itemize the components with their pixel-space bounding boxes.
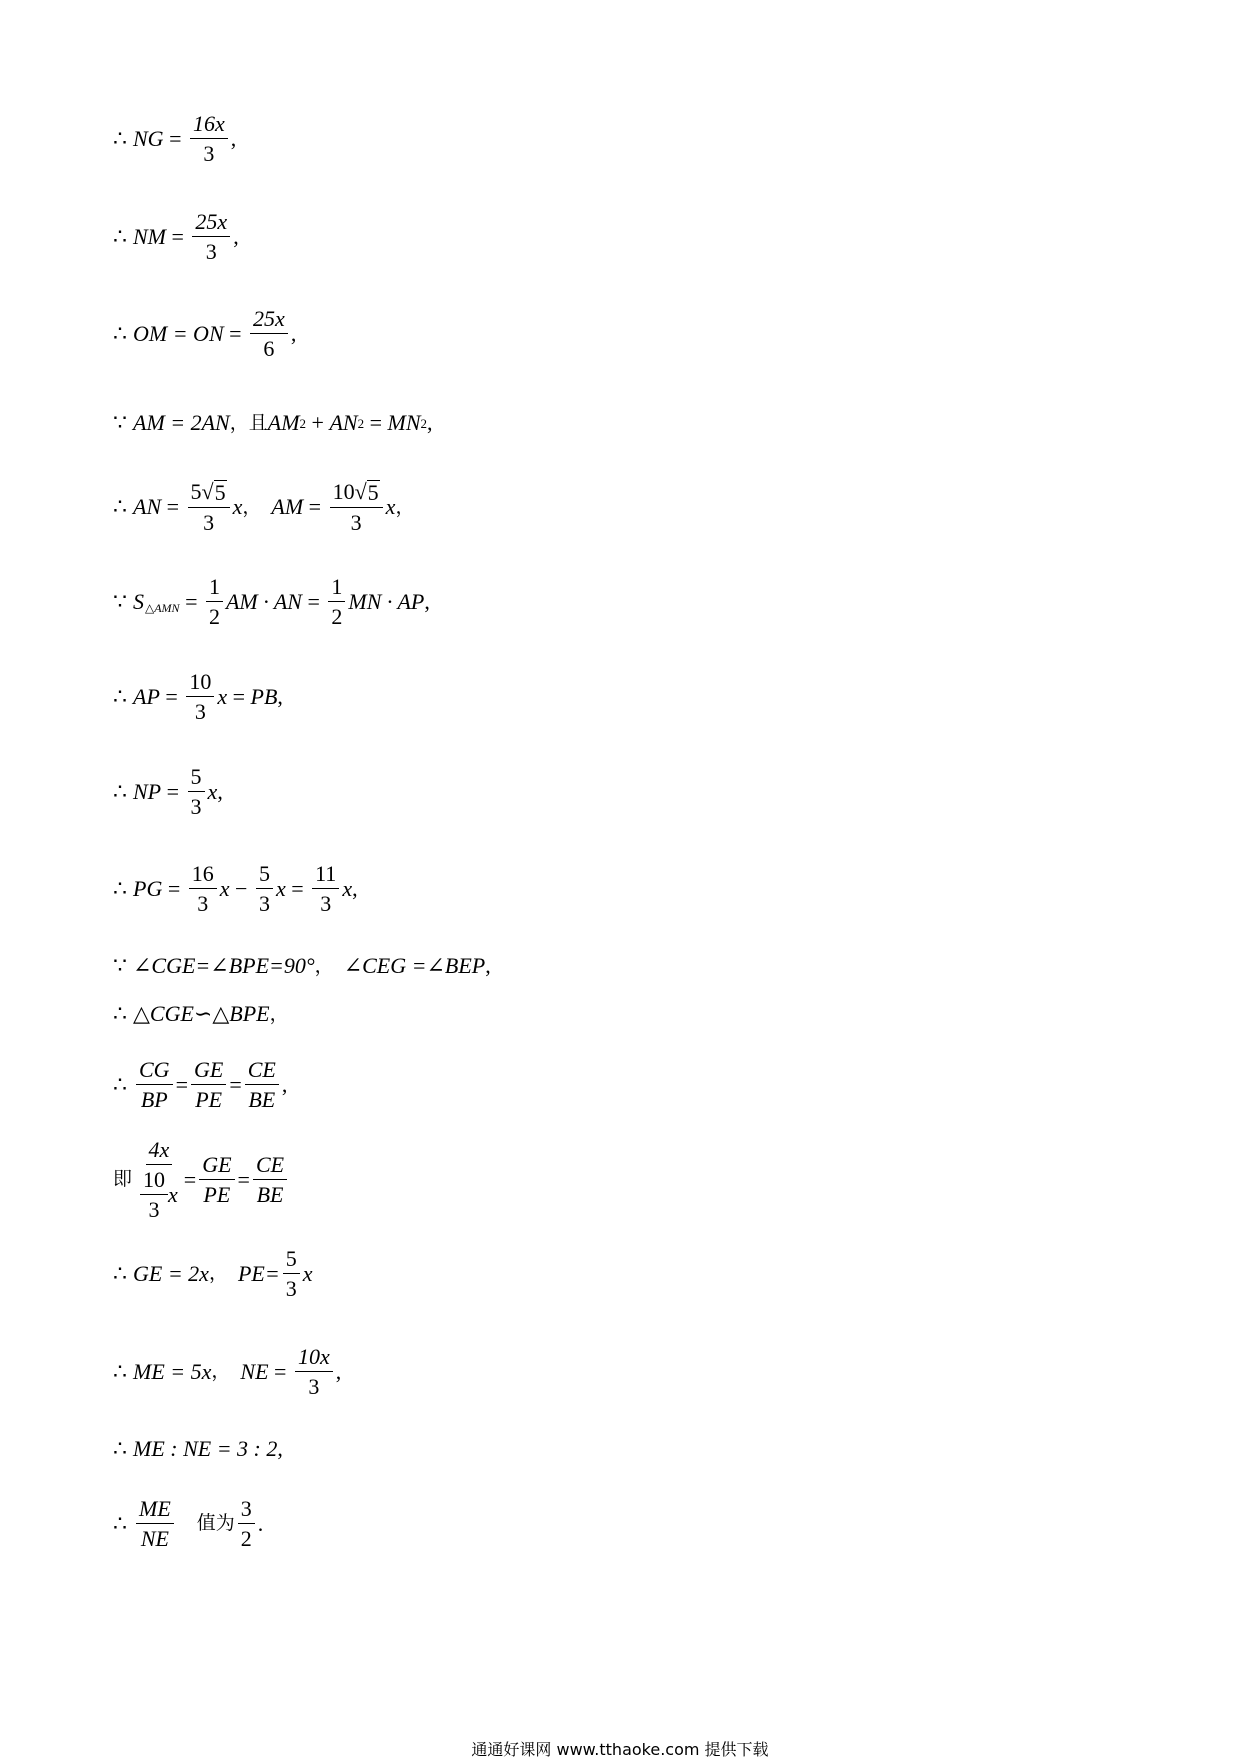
inner-fraction: $\frac{10}{3}$ (140, 1168, 168, 1221)
fraction: 5√ 5 3 (188, 480, 230, 534)
fraction: $\frac{3}{2}$ (238, 1497, 255, 1550)
therefore-symbol: ∴ (113, 320, 127, 346)
therefore-symbol: ∴ (113, 494, 127, 520)
that-is-label: 即 (113, 1168, 133, 1191)
complex-fraction: 4x $\frac{10}{3}$ x (137, 1138, 181, 1221)
eq-an-am: ∴ AN = 5√ 5 3 x ， AM = 10√ 5 3 x ， (113, 479, 415, 536)
fraction: $\frac{11}{3}$ (312, 862, 339, 915)
fraction: $\frac{5}{3}$ (188, 765, 205, 818)
eq-lhs: NG (133, 125, 164, 151)
fraction: $\frac{16}{3}$ (189, 862, 217, 915)
fraction: $\frac{ME}{NE}$ (136, 1497, 174, 1550)
eq-ge-pe: ∴ GE = 2x ， PE= $\frac{5}{3}$ x (113, 1246, 313, 1302)
eq-om-on: ∴ OM = ON = $\frac{25x}{6}$ , (113, 306, 297, 362)
eq-similar: ∴ △CGE∽△BPE ， (113, 1001, 289, 1026)
therefore-symbol: ∴ (113, 223, 127, 249)
fraction: $\frac{25x}{6}$ (250, 307, 288, 360)
eq-ratio-me-ne: ∴ ME : NE = 3 : 2 , (113, 1436, 283, 1461)
therefore-symbol: ∴ (113, 125, 127, 151)
because-symbol: ∵ (113, 953, 127, 978)
eq-me-ne: ∴ ME = 5x ， NE = $\frac{10x}{3}$ , (113, 1344, 342, 1400)
therefore-symbol: ∴ (113, 778, 127, 804)
eq-that-is: 即 4x $\frac{10}{3}$ x = $\frac{GE}{PE}$ = $\frac{CE}{BE}$ (113, 1138, 290, 1221)
fraction: $\frac{CE}{BE}$ (253, 1153, 287, 1206)
sqrt-sign: √ 5 (354, 479, 379, 505)
therefore-symbol: ∴ (113, 683, 127, 709)
therefore-symbol: ∴ (113, 1436, 127, 1461)
because-symbol: ∵ (113, 588, 127, 614)
therefore-symbol: ∴ (113, 1510, 127, 1536)
because-symbol: ∵ (113, 410, 127, 435)
fraction: $\frac{10x}{3}$ (295, 1345, 333, 1398)
fraction: $\frac{16x}{3}$ (190, 112, 228, 165)
eq-nm: ∴ NM = $\frac{25x}{3}$ , (113, 209, 239, 265)
therefore-symbol: ∴ (113, 1071, 127, 1097)
fraction: $\frac{1}{2}$ (328, 575, 345, 628)
therefore-symbol: ∴ (113, 1358, 127, 1384)
fraction: $\frac{GE}{PE}$ (191, 1058, 226, 1111)
fraction: $\frac{CE}{BE}$ (245, 1058, 279, 1111)
eq-ap-pb: ∴ AP = $\frac{10}{3}$ x = PB , (113, 669, 283, 725)
eq-pg: ∴ PG = $\frac{16}{3}$ x − $\frac{5}{3}$ x = $\frac{11}{3}$ x , (113, 861, 358, 917)
fraction: $\frac{GE}{PE}$ (199, 1153, 234, 1206)
therefore-symbol: ∴ (113, 1001, 127, 1026)
fraction: $\frac{1}{2}$ (206, 575, 223, 628)
eq-ratios: ∴ $\frac{CG}{BP}$ = $\frac{GE}{PE}$ = $\frac{CE}{BE}$ , (113, 1057, 288, 1113)
eq-am-2an: ∵ AM = 2AN ， 且 AM 2 + AN 2 = MN 2 , (113, 410, 433, 435)
fraction: 10√ 5 3 (330, 480, 383, 534)
fraction: $\frac{5}{3}$ (256, 862, 273, 915)
sqrt-sign: √ 5 (201, 479, 226, 505)
eq-area-amn: ∵ S △AMN = $\frac{1}{2}$ AM · AN = $\frac{1}{2}$ MN · AP , (113, 574, 430, 630)
fraction: $\frac{25x}{3}$ (192, 210, 230, 263)
value-label: 值为 (196, 1512, 235, 1535)
eq-ng: ∴ NG = $\frac{16x}{3}$ , (113, 111, 237, 167)
therefore-symbol: ∴ (113, 1260, 127, 1286)
fraction: $\frac{5}{3}$ (283, 1247, 300, 1300)
eq-np: ∴ NP = $\frac{5}{3}$ x , (113, 764, 223, 820)
eq-angles: ∵ ∠CGE=∠BPE=90° ， ∠CEG =∠BEP , (113, 953, 491, 978)
eq-final-value: ∴ $\frac{ME}{NE}$ 值为 $\frac{3}{2}$ . (113, 1496, 264, 1552)
page-footer: 通通好课网 www.tthaoke.com 提供下载 (471, 1740, 769, 1759)
fraction: $\frac{CG}{BP}$ (136, 1058, 173, 1111)
therefore-symbol: ∴ (113, 875, 127, 901)
fraction: $\frac{10}{3}$ (186, 670, 214, 723)
